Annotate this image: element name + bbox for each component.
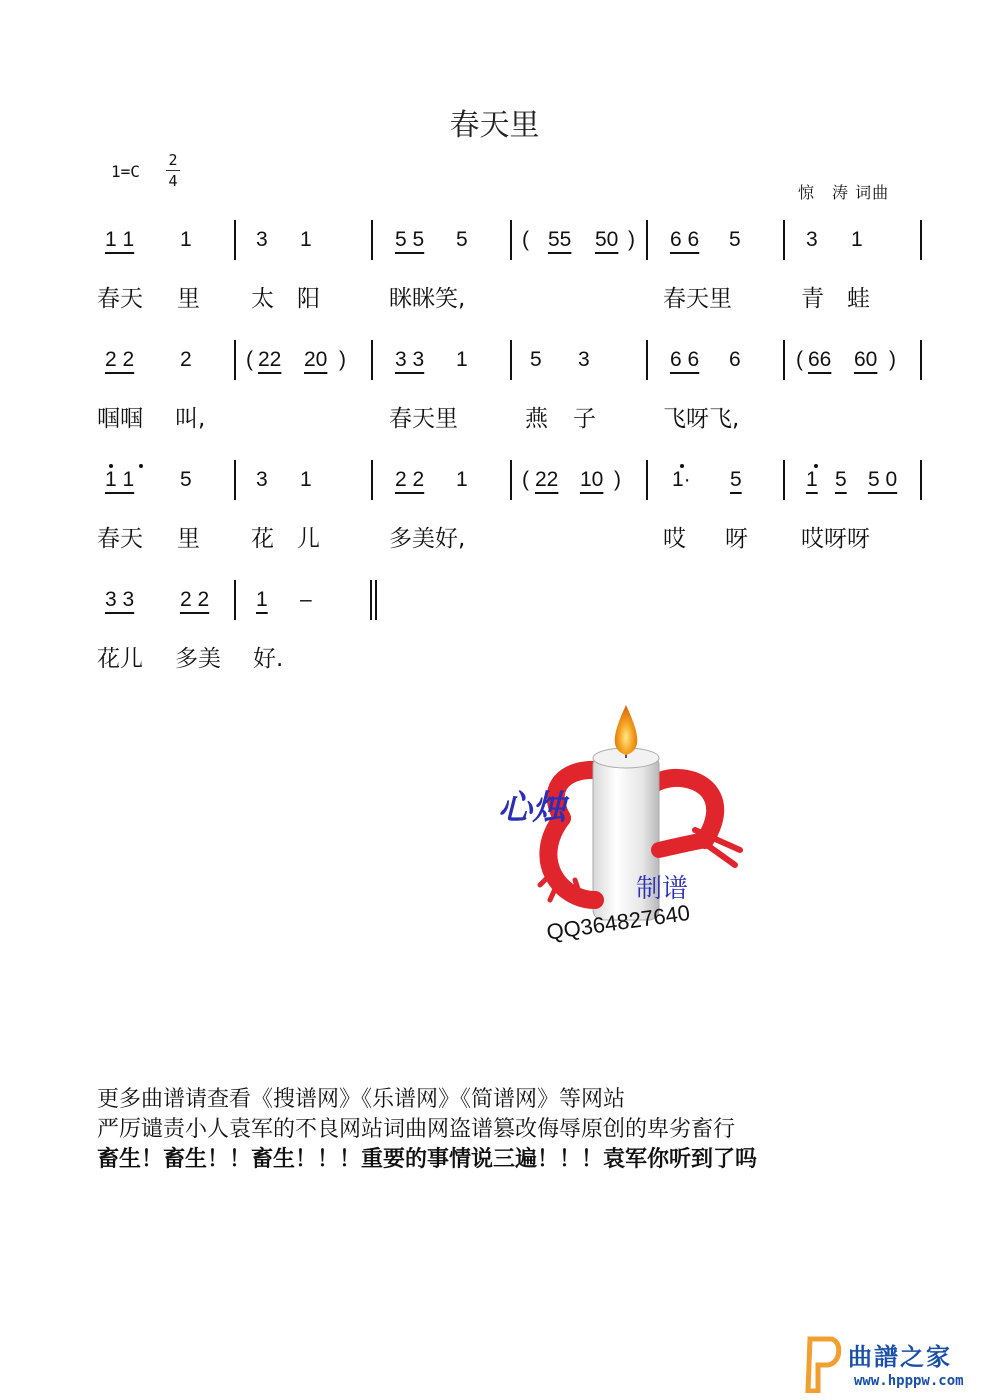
time-signature-bottom: 4 — [166, 170, 180, 191]
note: 5 0 — [868, 468, 898, 491]
barline — [371, 460, 373, 500]
composer-credit: 惊 涛 词曲 — [798, 183, 890, 202]
watermark-url: www.hpppw.com — [854, 1373, 964, 1389]
time-signature — [166, 150, 180, 191]
note: 22 — [258, 348, 282, 371]
note: 60 — [854, 348, 878, 371]
note: 6 6 — [670, 228, 700, 251]
note: 3 — [256, 468, 268, 491]
note: ( — [522, 468, 529, 491]
note: 5 — [729, 228, 741, 251]
time-signature-top: 2 — [168, 151, 178, 169]
lyric: 青 — [801, 286, 824, 312]
note: 1 1 — [105, 228, 135, 251]
note: 55 — [548, 228, 572, 251]
note: – — [300, 588, 312, 611]
note: 2 2 — [395, 468, 425, 491]
note: 1 — [806, 468, 818, 491]
lyric: 啯啯 — [97, 406, 143, 432]
octave-dot — [680, 464, 684, 468]
note: 10 — [580, 468, 604, 491]
octave-dot — [109, 464, 113, 468]
note: 66 — [808, 348, 832, 371]
watermark-logo-icon — [802, 1335, 842, 1393]
note: ) — [339, 348, 346, 371]
note: 6 — [729, 348, 741, 371]
note: ) — [614, 468, 621, 491]
note: 3 3 — [395, 348, 425, 371]
lyric: 眯眯笑, — [389, 286, 466, 312]
barline — [783, 220, 785, 260]
barline — [510, 340, 512, 380]
lyric: 多美 — [175, 646, 221, 672]
barline — [646, 340, 648, 380]
barline — [783, 460, 785, 500]
lyric: 儿 — [297, 526, 320, 552]
note: 1 1 — [105, 468, 135, 491]
logo-title: 心烛 — [498, 788, 566, 828]
note: 6 6 — [670, 348, 700, 371]
page-title: 春天里 — [449, 108, 540, 143]
note: 5 — [530, 348, 542, 371]
note: 20 — [304, 348, 328, 371]
barline — [371, 220, 373, 260]
barline — [920, 460, 922, 500]
barline — [510, 220, 512, 260]
note: 5 — [456, 228, 468, 251]
note: 2 2 — [105, 348, 135, 371]
barline — [371, 340, 373, 380]
note: 2 — [180, 348, 192, 371]
barline — [920, 220, 922, 260]
footer-line-2: 严厉谴责小人袁军的不良网站词曲网盗谱篡改侮辱原创的卑劣畜行 — [97, 1117, 736, 1142]
note: 2 2 — [180, 588, 210, 611]
watermark-name: 曲譜之家 — [848, 1343, 952, 1371]
note: 5 — [180, 468, 192, 491]
key-signature: 1=C — [111, 162, 140, 181]
lyric: 春天 — [97, 526, 143, 552]
lyric: 哎呀呀 — [801, 526, 870, 552]
note: 1 — [300, 468, 312, 491]
lyric: 太 — [251, 286, 274, 312]
lyric: 春天里 — [389, 406, 458, 432]
barline — [234, 460, 236, 500]
lyric: 燕 — [525, 406, 548, 432]
logo-subtitle: 制谱 — [636, 874, 689, 904]
note: ) — [628, 228, 635, 251]
lyric: 春天里 — [663, 286, 732, 312]
note: 3 3 — [105, 588, 135, 611]
footer-line-3: 畜生！畜生！！畜生！！！重要的事情说三遍！！！袁军你听到了吗 — [97, 1147, 758, 1172]
footer-line-1: 更多曲谱请查看《搜谱网》《乐谱网》《简谱网》等网站 — [97, 1087, 626, 1112]
lyric: 叫, — [175, 406, 206, 432]
note: ( — [522, 228, 529, 251]
note: 3 — [806, 228, 818, 251]
lyric: 里 — [177, 286, 200, 312]
note: 1 — [300, 228, 312, 251]
lyric: 里 — [177, 526, 200, 552]
note: 1 — [456, 468, 468, 491]
barline — [920, 340, 922, 380]
site-watermark — [802, 1335, 987, 1395]
note: 5 — [730, 468, 742, 491]
barline — [234, 580, 236, 620]
note: ( — [796, 348, 803, 371]
note: 1 — [851, 228, 863, 251]
note: 3 — [256, 228, 268, 251]
lyric: 呀 — [725, 526, 748, 552]
barline — [646, 460, 648, 500]
lyric: 好. — [253, 646, 284, 672]
note: 5 — [835, 468, 847, 491]
lyric: 蛙 — [847, 286, 870, 312]
barline — [234, 220, 236, 260]
barline — [510, 460, 512, 500]
final-barline — [370, 580, 377, 620]
note: 22 — [535, 468, 559, 491]
lyric: 哎 — [663, 526, 686, 552]
lyric: 花 — [251, 526, 274, 552]
octave-dot — [139, 464, 143, 468]
lyric: 多美好, — [389, 526, 466, 552]
lyric: 阳 — [297, 286, 320, 312]
octave-dot — [814, 464, 818, 468]
note: 5 5 — [395, 228, 425, 251]
note: ) — [889, 348, 896, 371]
lyric: 飞呀飞, — [663, 406, 740, 432]
barline — [646, 220, 648, 260]
note: ( — [246, 348, 253, 371]
barline — [783, 340, 785, 380]
barline — [234, 340, 236, 380]
note: 1 — [180, 228, 192, 251]
note: 50 — [595, 228, 619, 251]
note: 1 — [456, 348, 468, 371]
logo-qq: QQ364827640 — [545, 899, 692, 945]
lyric: 春天 — [97, 286, 143, 312]
note: 1 — [256, 588, 268, 611]
note: 1· — [672, 468, 691, 491]
lyric: 子 — [573, 406, 596, 432]
note: 3 — [578, 348, 590, 371]
lyric: 花儿 — [97, 646, 143, 672]
